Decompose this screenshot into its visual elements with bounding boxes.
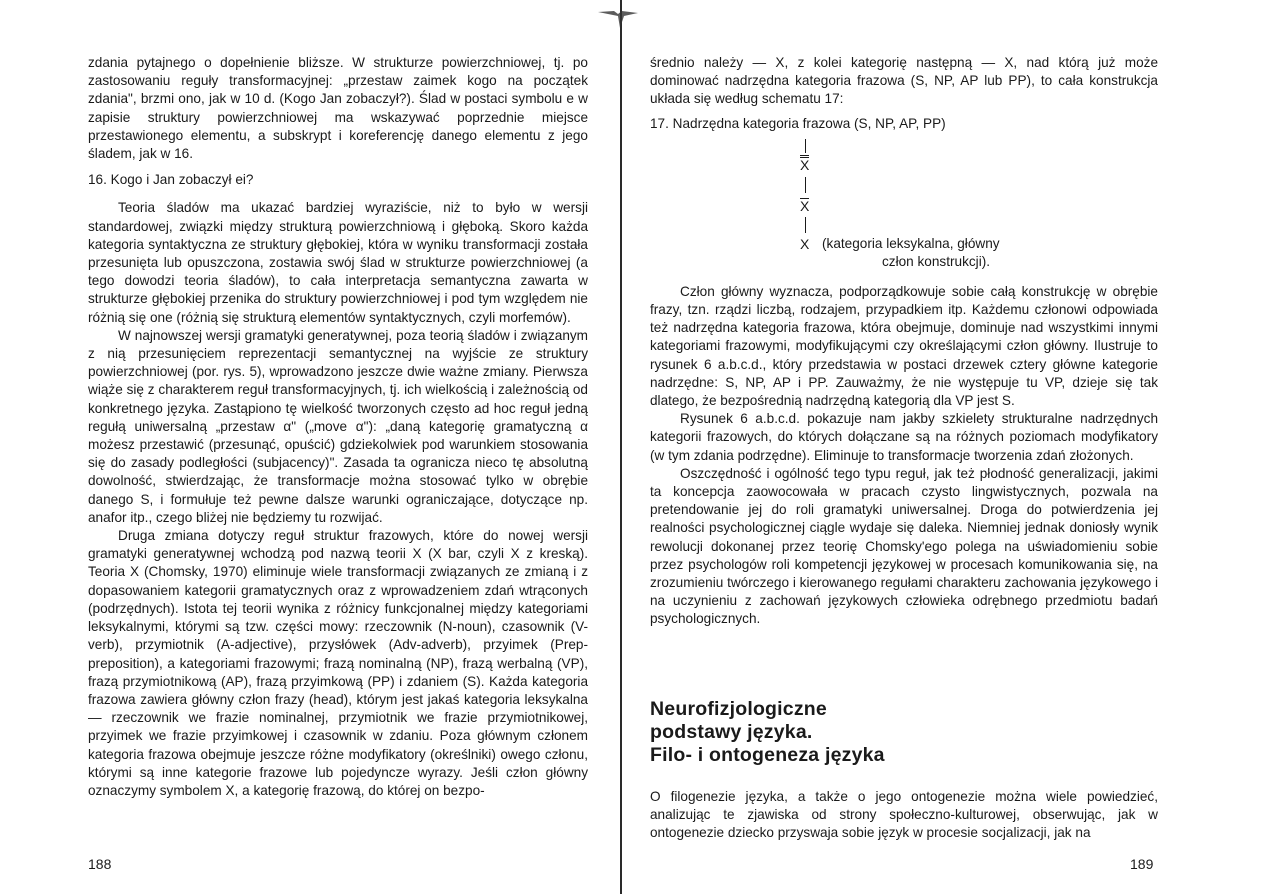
- right-page: [624, 0, 1262, 894]
- page-number: 189: [1130, 856, 1154, 872]
- paragraph: Oszczędność i ogólność tego typu reguł, jak też płodność generalizacji, jakimi ta koncepcja zaowocowała w pracach czysto lingwistycznych, pozwala na pretendowanie jej do roli gramatyki uniwersalnej. Droga do potwierdzenia jej realności psychologicznej ciągle wydaje się daleka. Niemniej jednak doniosły wynik rewolucji dokonanej przez teorię Chomsky'ego polega na uświadomieniu sobie przez psychologów roli kompetencji językowej w procesach komunikowania się, na zrozumieniu twórczego i kierowanego regułami charakteru zachowania językowego i na uczynieniu z zachowań językowych człowieka odrębnego przedmiotu badań psychologicznych.: [650, 465, 1158, 627]
- paragraph: Druga zmiana dotyczy reguł struktur frazowych, które do nowej wersji gramatyki generatywnej wchodzą pod nazwą teorii X (X bar, czyli X z kreską). Teoria X (Chomsky, 1970) eliminuje wiele transformacji związanych ze zmianą i z dopasowaniem kategorii gramatycznych oraz z wprowadzeniem zdań wtrąconych (podrzędnych). Istota tej teorii wynika z różnicy funkcjonalnej między kategoriami leksykalnymi, którymi są tzw. części mowy: rzeczownik (N-noun), czasownik (V-verb), przymiotnik (A-adjective), przysłówek (Adv-adverb), przyimek (Prep-preposition), a kategoriami frazowymi; frazą nominalną (NP), frazą werbalną (VP), frazą przymiotnikową (AP), frazą przyimkową (PP) i zdaniem (S). Każda kategoria frazowa zawiera główny człon frazy (head), którym jest jakaś kategoria leksykalna — rzeczownik we frazie nominalnej, przymiotnik we frazie przymiotnikowej, przyimek we frazie przyimkowej i czasownik w zdaniu. Poza głównym członem kategoria frazowa obejmuje jeszcze różne modyfikatory (określniki) owego członu, którymi są inne kategorie frazowe lub pojedyncze wyrazy. Jeśli człon główny oznaczymy symbolem X, a kategorię frazową, do której on bezpo-: [88, 528, 588, 798]
- left-page: [0, 0, 620, 894]
- tree-branch: [805, 217, 806, 233]
- left-text-column: [88, 54, 588, 800]
- intro-paragraph: średnio należy — X, z kolei kategorię następną — X, nad którą już może dominować nadrzędna kategoria frazowa (S, NP, AP lub PP), to cała konstrukcja układa się według schematu 17:: [650, 55, 1158, 107]
- right-text-column: [650, 54, 1158, 629]
- paragraph: zdania pytajnego o dopełnienie bliższe. W strukturze powierzchniowej, tj. po zastosowaniu reguły transformacyjnej: „przestaw zaimek kogo na początek zdania", brzmi ono, jak w 10 d. (Kogo Jan zobaczył?). Ślad w postaci symbolu e w zapisie struktury powierzchniowej ma wskazywać poprzednie miejsce przestawionego elementu, a subskrypt i koreferencję danego elementu z jego śladem, jak w 16.: [88, 55, 588, 162]
- heading-line: podstawy języka.: [650, 721, 813, 743]
- tree-caption-line-1: (kategoria leksykalna, główny: [822, 235, 1000, 251]
- x-bar-schema: [650, 139, 1158, 269]
- paragraph: Rysunek 6 a.b.c.d. pokazuje nam jakby szkielety strukturalne nadrzędnych kategorii frazowych, do których dołączane są na różnych poziomach modyfikatory (w tym zdania podrzędne). Eliminuje to transformacje tworzenia zdań złożonych.: [650, 411, 1158, 463]
- page-gutter: [620, 0, 622, 894]
- closing-paragraph: O filogenezie języka, a także o jego ontogenezie można wiele powiedzieć, analizując te zjawiska od strony społeczno-kulturowej, obserwując, jak w ontogenezie dziecko przyswaja sobie język w procesie socjalizacji, jak na: [650, 789, 1158, 841]
- tree-node-x-double-bar: X: [800, 156, 810, 173]
- section-heading: [650, 698, 1050, 767]
- paragraph: Teoria śladów ma ukazać bardziej wyraziście, niż to było w wersji standardowej, związki między strukturą powierzchniową i głęboką. Skoro każda kategoria syntaktyczna ze struktury głębokiej, która w wyniku transformacji została przesunięta lub opuszczona, zostawia swój ślad w strukturze powierzchniowej (a tego dowodzi teoria śladów), to cała interpretacja semantyczna zawarta w strukturze głębokiej przenika do struktury powierzchniowej i pod tym względem nie różnią się one (różnią się strukturą elementów syntaktycznych, czyli morfemów).: [88, 200, 588, 325]
- example-17: 17. Nadrzędna kategoria frazowa (S, NP, AP, PP): [650, 115, 946, 131]
- heading-line: Filo- i ontogeneza języka: [650, 744, 885, 766]
- tree-node-x: X: [800, 235, 810, 252]
- page-number: 188: [88, 856, 112, 872]
- tree-branch: [805, 139, 806, 153]
- tree-node-x-bar: X: [800, 197, 810, 214]
- example-16: 16. Kogo i Jan zobaczył ei?: [88, 172, 254, 188]
- tree-caption-line-2: człon konstrukcji).: [882, 253, 991, 269]
- paragraph: W najnowszej wersji gramatyki generatywnej, poza teorią śladów i związanym z nią przesunięciem reprezentacji semantycznej na wyjście ze struktury powierzchniowej (por. rys. 5), wprowadzono jeszcze dwie ważne zmiany. Pierwsza wiąże się z charakterem reguł transformacyjnych, tj. ich wielkością i zależnością od konkretnego języka. Zastąpiono tę wielkość tworzonych często ad hoc reguł jedną regułą uniwersalną „przestaw α" („move α"): „daną kategorię gramatyczną α możesz przestawić (przesunąć, opuścić) gdziekolwiek pod warunkiem stosowania się do zasady podległości (subjacency)". Zasada ta ogranicza nieco tę absolutną dowolność, stwierdzając, że transformacje można stosować tylko w obrębie danego S, i formułuje też pewne dalsze warunki ograniczające, dotyczące np. anafor itp., czego bliżej nie będziemy tu rozwijać.: [88, 327, 588, 525]
- tree-branch: [805, 177, 806, 193]
- paragraph: Człon główny wyznacza, podporządkowuje sobie całą konstrukcję w obrębie frazy, tzn. rządzi liczbą, rodzajem, przypadkiem itp. Każdemu członowi odpowiada też nadrzędna kategoria frazowa, która obejmuje, dominuje nad wszystkimi innymi kategoriami frazowymi, modyfikującymi czy określającymi człon główny. Ilustruje to rysunek 6 a.b.c.d., który przedstawia w postaci drzewek cztery główne kategorie nadrzędne: S, NP, AP i PP. Zauważmy, że nie występuje tu VP, dzieje się tak dlatego, że bezpośrednią nadrzędną kategorią dla VP jest S.: [650, 283, 1158, 409]
- heading-line: Neurofizjologiczne: [650, 698, 827, 720]
